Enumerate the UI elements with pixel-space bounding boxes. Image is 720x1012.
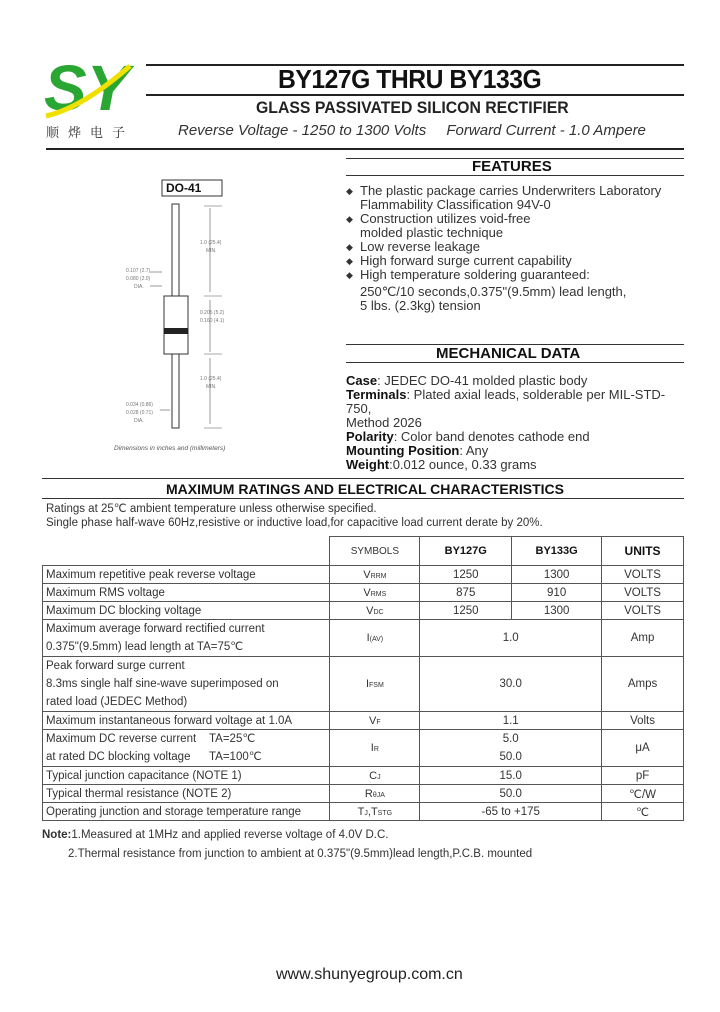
table-row: Maximum DC reverse current at rated DC blocking voltage TA=25℃ TA=100℃ IR 5.0 50.0 μA: [43, 730, 684, 767]
svg-text:DIA.: DIA.: [134, 284, 144, 290]
mech-rule-bottom: [346, 362, 684, 363]
feature-item: ◆ The plastic package carries Underwriters Laboratory: [346, 183, 662, 198]
arrow-bullet-icon: ◆: [346, 270, 353, 280]
feature-item-cont: molded plastic technique: [360, 225, 504, 240]
header-bottom-rule: [46, 148, 684, 150]
table-row: Maximum DC blocking voltage VDC 1250 1300 VOLTS: [43, 602, 684, 620]
svg-text:0.080 (2.0): 0.080 (2.0): [126, 276, 151, 282]
arrow-bullet-icon: ◆: [346, 256, 353, 266]
ratings-title: MAXIMUM RATINGS AND ELECTRICAL CHARACTERISTICS: [166, 481, 564, 497]
header-by133g: BY133G: [512, 537, 602, 566]
diagram-caption: Dimensions in inches and (millimeters): [114, 445, 226, 452]
table-header-row: [43, 537, 684, 566]
header-symbols: SYMBOLS: [330, 537, 420, 566]
svg-text:0.205 (5.2): 0.205 (5.2): [200, 310, 225, 316]
note-1: 1.Measured at 1MHz and applied reverse voltage of 4.0V D.C.: [71, 829, 389, 841]
table-row: Operating junction and storage temperature range TJ,TSTG -65 to +175 ℃: [43, 803, 684, 821]
feature-item-cont: 250℃/10 seconds,0.375"(9.5mm) lead length,: [360, 284, 627, 299]
arrow-bullet-icon: ◆: [346, 242, 353, 252]
footer-url[interactable]: www.shunyegroup.com.cn: [276, 966, 463, 983]
features-title: FEATURES: [472, 158, 552, 175]
forward-current-spec: Forward Current - 1.0 Ampere: [446, 122, 646, 139]
ratings-intro: Ratings at 25℃ ambient temperature unless otherwise specified. Single phase half-wave 60Hz,resistive or inductive load,for capacitive load current derate by 20%.: [46, 503, 543, 529]
svg-text:1.0 (25.4): 1.0 (25.4): [200, 376, 222, 382]
features-list: [346, 184, 686, 313]
feature-item-cont: Flammability Classification 94V-0: [360, 197, 551, 212]
svg-text:0.028 (0.71): 0.028 (0.71): [126, 410, 153, 416]
table-row: Maximum repetitive peak reverse voltage VRRM 1250 1300 VOLTS: [43, 566, 684, 584]
notes: [42, 826, 532, 864]
arrow-bullet-icon: ◆: [346, 186, 353, 196]
svg-text:MIN.: MIN.: [206, 384, 217, 390]
mechanical-data: Case: JEDEC DO-41 molded plastic body Terminals: Plated axial leads, solderable per MIL-STD-750, Method 2026 Polarity: Color band denotes cathode end Mounting Position: Any Weight:0.012 ounce, 0.33 grams: [346, 373, 666, 472]
feature-item: ◆ Low reverse leakage: [346, 239, 480, 254]
feature-item-cont: 5 lbs. (2.3kg) tension: [360, 298, 481, 313]
ratings-rule-bottom: [42, 498, 684, 499]
feature-item: ◆ High forward surge current capability: [346, 253, 572, 268]
table-row: Maximum average forward rectified current 0.375"(9.5mm) lead length at TA=75℃ I(AV) 1.0 Amp: [43, 620, 684, 657]
logo-letters: SY: [44, 58, 130, 120]
mechanical-title: MECHANICAL DATA: [436, 345, 581, 362]
reverse-voltage-spec: Reverse Voltage - 1250 to 1300 Volts: [178, 122, 427, 139]
table-row: Peak forward surge current 8.3ms single half sine-wave superimposed on rated load (JEDEC Method) IFSM 30.0 Amps: [43, 657, 684, 712]
arrow-bullet-icon: ◆: [346, 214, 353, 224]
table-row: Maximum instantaneous forward voltage at 1.0A VF 1.1 Volts: [43, 712, 684, 730]
feature-item: ◆ Construction utilizes void-free: [346, 211, 531, 226]
svg-text:1.0 (25.4): 1.0 (25.4): [200, 240, 222, 246]
note-2: 2.Thermal resistance from junction to ambient at 0.375"(9.5mm)lead length,P.C.B. mounted: [68, 848, 533, 860]
logo-chinese-name: 顺烨电子: [46, 126, 135, 141]
svg-text:0.160 (4.1): 0.160 (4.1): [200, 318, 225, 324]
cathode-band: [164, 328, 188, 334]
svg-text:0.034 (0.86): 0.034 (0.86): [126, 402, 153, 408]
svg-text:DIA.: DIA.: [134, 418, 144, 424]
header-units: UNITS: [602, 537, 684, 566]
table-row: Typical junction capacitance (NOTE 1) CJ 15.0 pF: [43, 767, 684, 785]
svg-text:0.107 (2.7): 0.107 (2.7): [126, 268, 151, 274]
table-row: Maximum RMS voltage VRMS 875 910 VOLTS: [43, 584, 684, 602]
notes-label: Note:: [42, 829, 72, 841]
header-mid-rule: [146, 94, 684, 96]
ratings-rule: [42, 478, 684, 479]
page-title: BY127G THRU BY133G: [278, 64, 542, 94]
svg-text:MIN.: MIN.: [206, 248, 217, 254]
header-by127g: BY127G: [420, 537, 512, 566]
table-row: Typical thermal resistance (NOTE 2) RθJA 50.0 ℃/W: [43, 785, 684, 803]
feature-item: ◆ High temperature soldering guaranteed:: [346, 267, 590, 282]
company-logo: [42, 58, 134, 120]
rating-summary: [178, 122, 662, 139]
package-name: DO-41: [166, 181, 202, 195]
page-subtitle: GLASS PASSIVATED SILICON RECTIFIER: [256, 98, 569, 117]
features-rule-bottom: [346, 175, 684, 176]
ratings-table: [42, 536, 684, 821]
package-diagram: [110, 176, 310, 466]
